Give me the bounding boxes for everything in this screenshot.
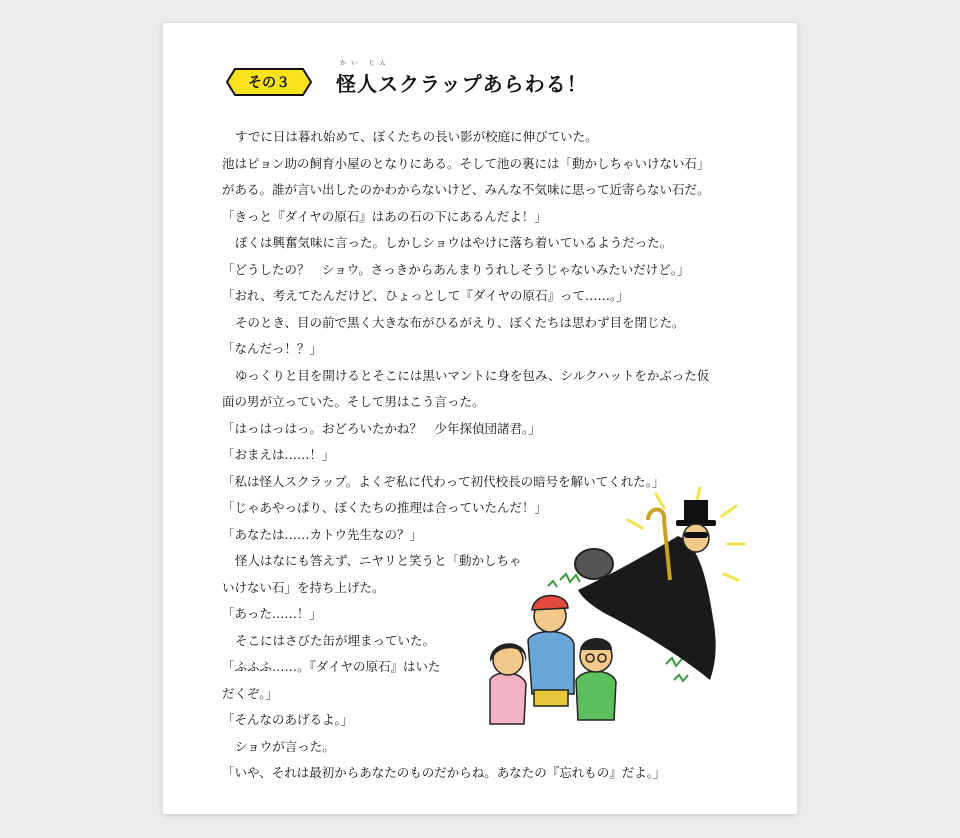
text-line: 「いや、それは最初からあなたのものだからね。あなたの『忘れもの』だよ。」 — [222, 765, 666, 780]
text-line: 「そんなのあげるよ。」 — [222, 712, 354, 727]
text-line: 「どうしたの？ ショウ。さっきからあんまりうれしそうじゃないみたいだけど。」 — [222, 261, 690, 277]
title-ruby: かい じん — [340, 60, 391, 67]
text-line: ゆっくりと目を開けるとそこには黒いマントに身を包み、シルクハットをかぶった仮 — [235, 367, 710, 383]
text-line: 「きっと『ダイヤの原石』はあの石の下にあるんだよ！」 — [222, 208, 547, 224]
chapter-badge-label: その３ — [248, 75, 290, 91]
mask — [684, 532, 708, 538]
phantom-illustration — [478, 484, 748, 729]
text-line: 「ふふふ……。『ダイヤの原石』はいた — [222, 659, 441, 674]
rock — [575, 549, 613, 579]
chapter-title: 怪人スクラップあらわる！ — [336, 72, 588, 96]
text-line: 「あった……！」 — [222, 606, 322, 621]
girl — [490, 643, 526, 724]
text-line: そのとき、目の前で黒く大きな布がひるがえり、ぼくたちは思わず目を閉じた。 — [235, 314, 685, 330]
text-line: だくぞ。」 — [222, 685, 279, 701]
top-hat — [684, 500, 708, 522]
chapter-badge — [225, 67, 313, 97]
text-line: 「あなたは……カトウ先生なの？」 — [222, 526, 423, 542]
text-line: 「おれ、考えてたんだけど、ひょっとして『ダイヤの原石』って……。」 — [222, 288, 629, 303]
text-line: 面の男が立っていた。そして男はこう言った。 — [222, 394, 485, 409]
text-line: ショウが言った。 — [235, 738, 335, 754]
text-line: 「はっはっはっ。おどろいたかね？ 少年探偵団諸君。」 — [222, 420, 541, 436]
text-line: ぼくは興奮気味に言った。しかしショウはやけに落ち着いているようだった。 — [235, 235, 673, 250]
text-line: がある。誰が言い出したのかわからないけど、みんな不気味に思って近寄らない石だ。 — [222, 182, 710, 197]
text-line: すでに日は暮れ始めて、ぼくたちの長い影が校庭に伸びていた。 — [235, 129, 598, 144]
text-line: 「私は怪人スクラップ。よくぞ私に代わって初代校長の暗号を解いてくれた。」 — [222, 473, 665, 489]
text-line: そこにはさびた缶が埋まっていた。 — [235, 632, 436, 648]
text-line: 怪人はなにも答えず、ニヤリと笑うと「動かしちゃ — [235, 553, 522, 568]
text-line: 池はピョン助の飼育小屋のとなりにある。そして池の裏には「動かしちゃいけない石」 — [222, 155, 710, 171]
text-line: 「じゃあやっぱり、ぼくたちの推理は合っていたんだ！」 — [222, 500, 548, 515]
text-line: 「おまえは……！」 — [222, 447, 335, 462]
boy-with-glasses — [576, 638, 616, 720]
boy-with-cap — [528, 596, 574, 707]
text-line: 「なんだっ！？」 — [222, 341, 323, 356]
text-line: いけない石」を持ち上げた。 — [222, 579, 385, 595]
